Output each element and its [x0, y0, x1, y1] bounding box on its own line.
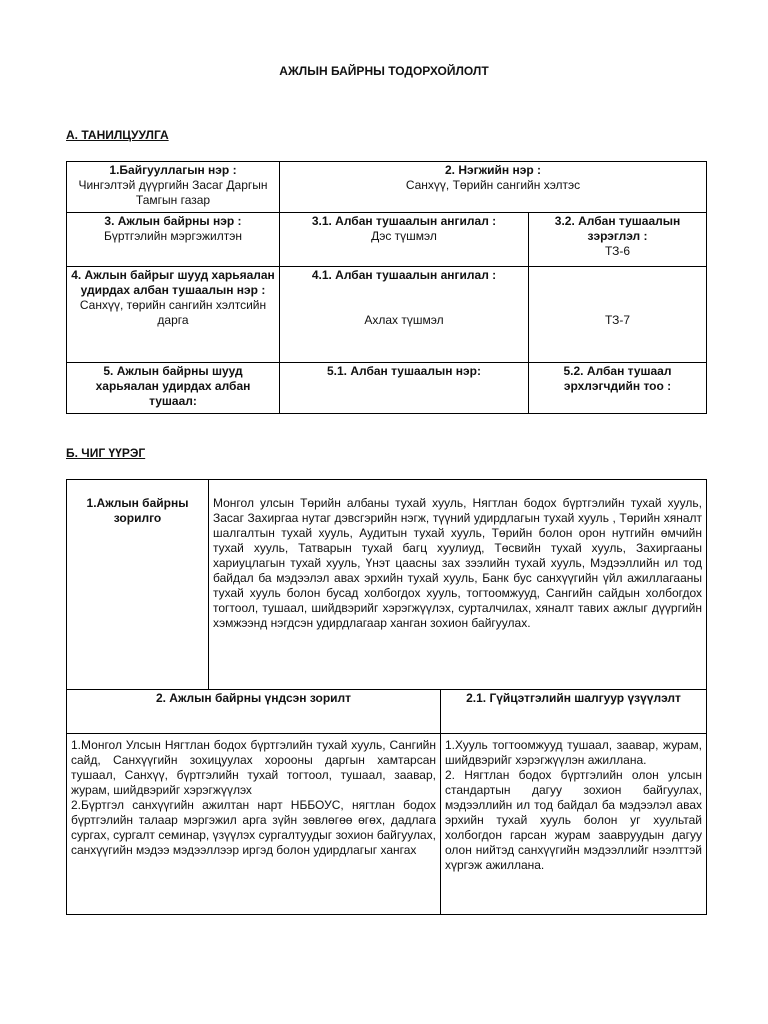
purpose-label: 1.Ажлын байрны зорилго: [67, 480, 209, 690]
position-value: Бүртгэлийн мэргэжилтэн: [104, 229, 242, 243]
rank-42-value: ТЗ-7: [604, 313, 631, 327]
unit-cell: [280, 162, 707, 213]
class-41-value: Ахлах түшмэл: [364, 313, 444, 327]
goal-text: 1.Монгол Улсын Нягтлан бодох бүртгэлийн тухай хууль, Сангийн сайд, Санхүүгийн зохицуулах хорооны даргын хамтарсан тушаал, Санхүү, бүртгэлийн тухай тогтоол, тушаал, заавар, журам, шийдвэрийг хэрэгжүүлэх 2.Бүртгэл санхүүгийн ажилтан нарт НББОУС, нягтлан бодох бүртгэлийн талаар мэргэжил арга зүйн зөвлөгөө өгөх, дадлага сургах, сургалт семинар, үзүүлэх сургалтуудыг зохион байгуулах, санхүүгийн мэдээ мэдээллээр иргэд болон удирдлагыг хангах: [67, 734, 441, 915]
subordinate-cell: 5. Ажлын байрны шууд харьяалан удирдах албан тушаал:: [67, 363, 280, 414]
class-31-label: 3.1. Албан тушаалын ангилал :: [311, 214, 497, 228]
goal-header: 2. Ажлын байрны үндсэн зорилт: [67, 690, 441, 734]
supervisor-cell: [67, 267, 280, 363]
count-52-cell: 5.2. Албан тушаал эрхлэгчдийн тоо :: [529, 363, 707, 414]
position-cell: [67, 213, 280, 267]
section-a-heading: А. ТАНИЛЦУУЛГА: [66, 128, 169, 142]
name-51-cell: 5.1. Албан тушаалын нэр:: [280, 363, 529, 414]
org-cell: [67, 162, 280, 213]
duties-table: [66, 479, 707, 915]
unit-label: 2. Нэгжийн нэр :: [444, 163, 541, 177]
criteria-header: 2.1. Гүйцэтгэлийн шалгуур үзүүлэлт: [441, 690, 707, 734]
rank-32-value: ТЗ-6: [604, 244, 631, 258]
criteria-text: 1.Хууль тогтоомжууд тушаал, заавар, журам, шийдвэрийг хэрэгжүүлэн ажиллана. 2. Нягтлан бодох бүртгэлийн олон улсын стандартын дагуу зохион байгуулах, мэдээллийн ил тод байдал ба мэдээлэл авах эрхийн тухай хууль болон уг хуультай холбогдон гарсан журам заавруудын дагуу олон нийтэд санхүүгийн мэдээллийг нээлттэй хүргэж ажиллана.: [441, 734, 707, 915]
rank-32-label: 3.2. Албан тушаалын зэрэглэл :: [554, 214, 681, 243]
document-title: АЖЛЫН БАЙРНЫ ТОДОРХОЙЛОЛТ: [279, 64, 489, 78]
org-label: 1.Байгууллагын нэр :: [109, 163, 237, 177]
org-value: Чингэлтэй дүүргийн Засаг Даргын Тамгын газар: [78, 178, 268, 207]
class-41-cell: [280, 267, 529, 363]
section-b-heading: Б. ЧИГ ҮҮРЭГ: [66, 446, 146, 460]
class-31-value: Дэс түшмэл: [371, 229, 437, 243]
class-41-label: 4.1. Албан тушаалын ангилал :: [311, 268, 497, 282]
unit-value: Санхүү, Төрийн сангийн хэлтэс: [405, 178, 581, 192]
purpose-text: Монгол улсын Төрийн албаны тухай хууль, Нягтлан бодох бүртгэлийн тухай хууль, Засаг Захиргаа нутаг дэвсгэрийн нэгж, түүний удирдлагын тухай хууль , Төрийн хяналт шалгалтын тухай хууль, Аудитын тухай хууль, Төрийн болон орон нутгийн өмчийн тухай хууль, Татварын тухай багц хуулиуд, Төсвийн тухай хууль, Захиргааны хариуцлагын тухай хууль, Үнэт цаасны зах зээлийн тухай хууль, Мэдээллийн ил тод байдал ба мэдээлэл авах эрхийн тухай хууль, Банк бус санхүүгийн үйл ажиллагааны тухай хууль болон бусад холбогдох хууль, тогтоомжууд, Сангийн сайдын холбогдох тогтоол, тушаал, шийдвэрийг хэрэгжүүлэх, сурталчилах, хяналт тавих ажлыг дүүргийн хэмжээнд нэгдсэн удирдлагаар ханган зохион байгуулах.: [209, 480, 707, 690]
supervisor-label: 4. Ажлын байрыг шууд харьяалан удирдах албан тушаалын нэр :: [71, 268, 275, 297]
class-31-cell: [280, 213, 529, 267]
rank-42-cell: [529, 267, 707, 363]
position-label: 3. Ажлын байрны нэр :: [104, 214, 242, 228]
intro-table: [66, 161, 707, 414]
rank-32-cell: [529, 213, 707, 267]
supervisor-value: Санхүү, төрийн сангийн хэлтсийн дарга: [79, 298, 267, 327]
